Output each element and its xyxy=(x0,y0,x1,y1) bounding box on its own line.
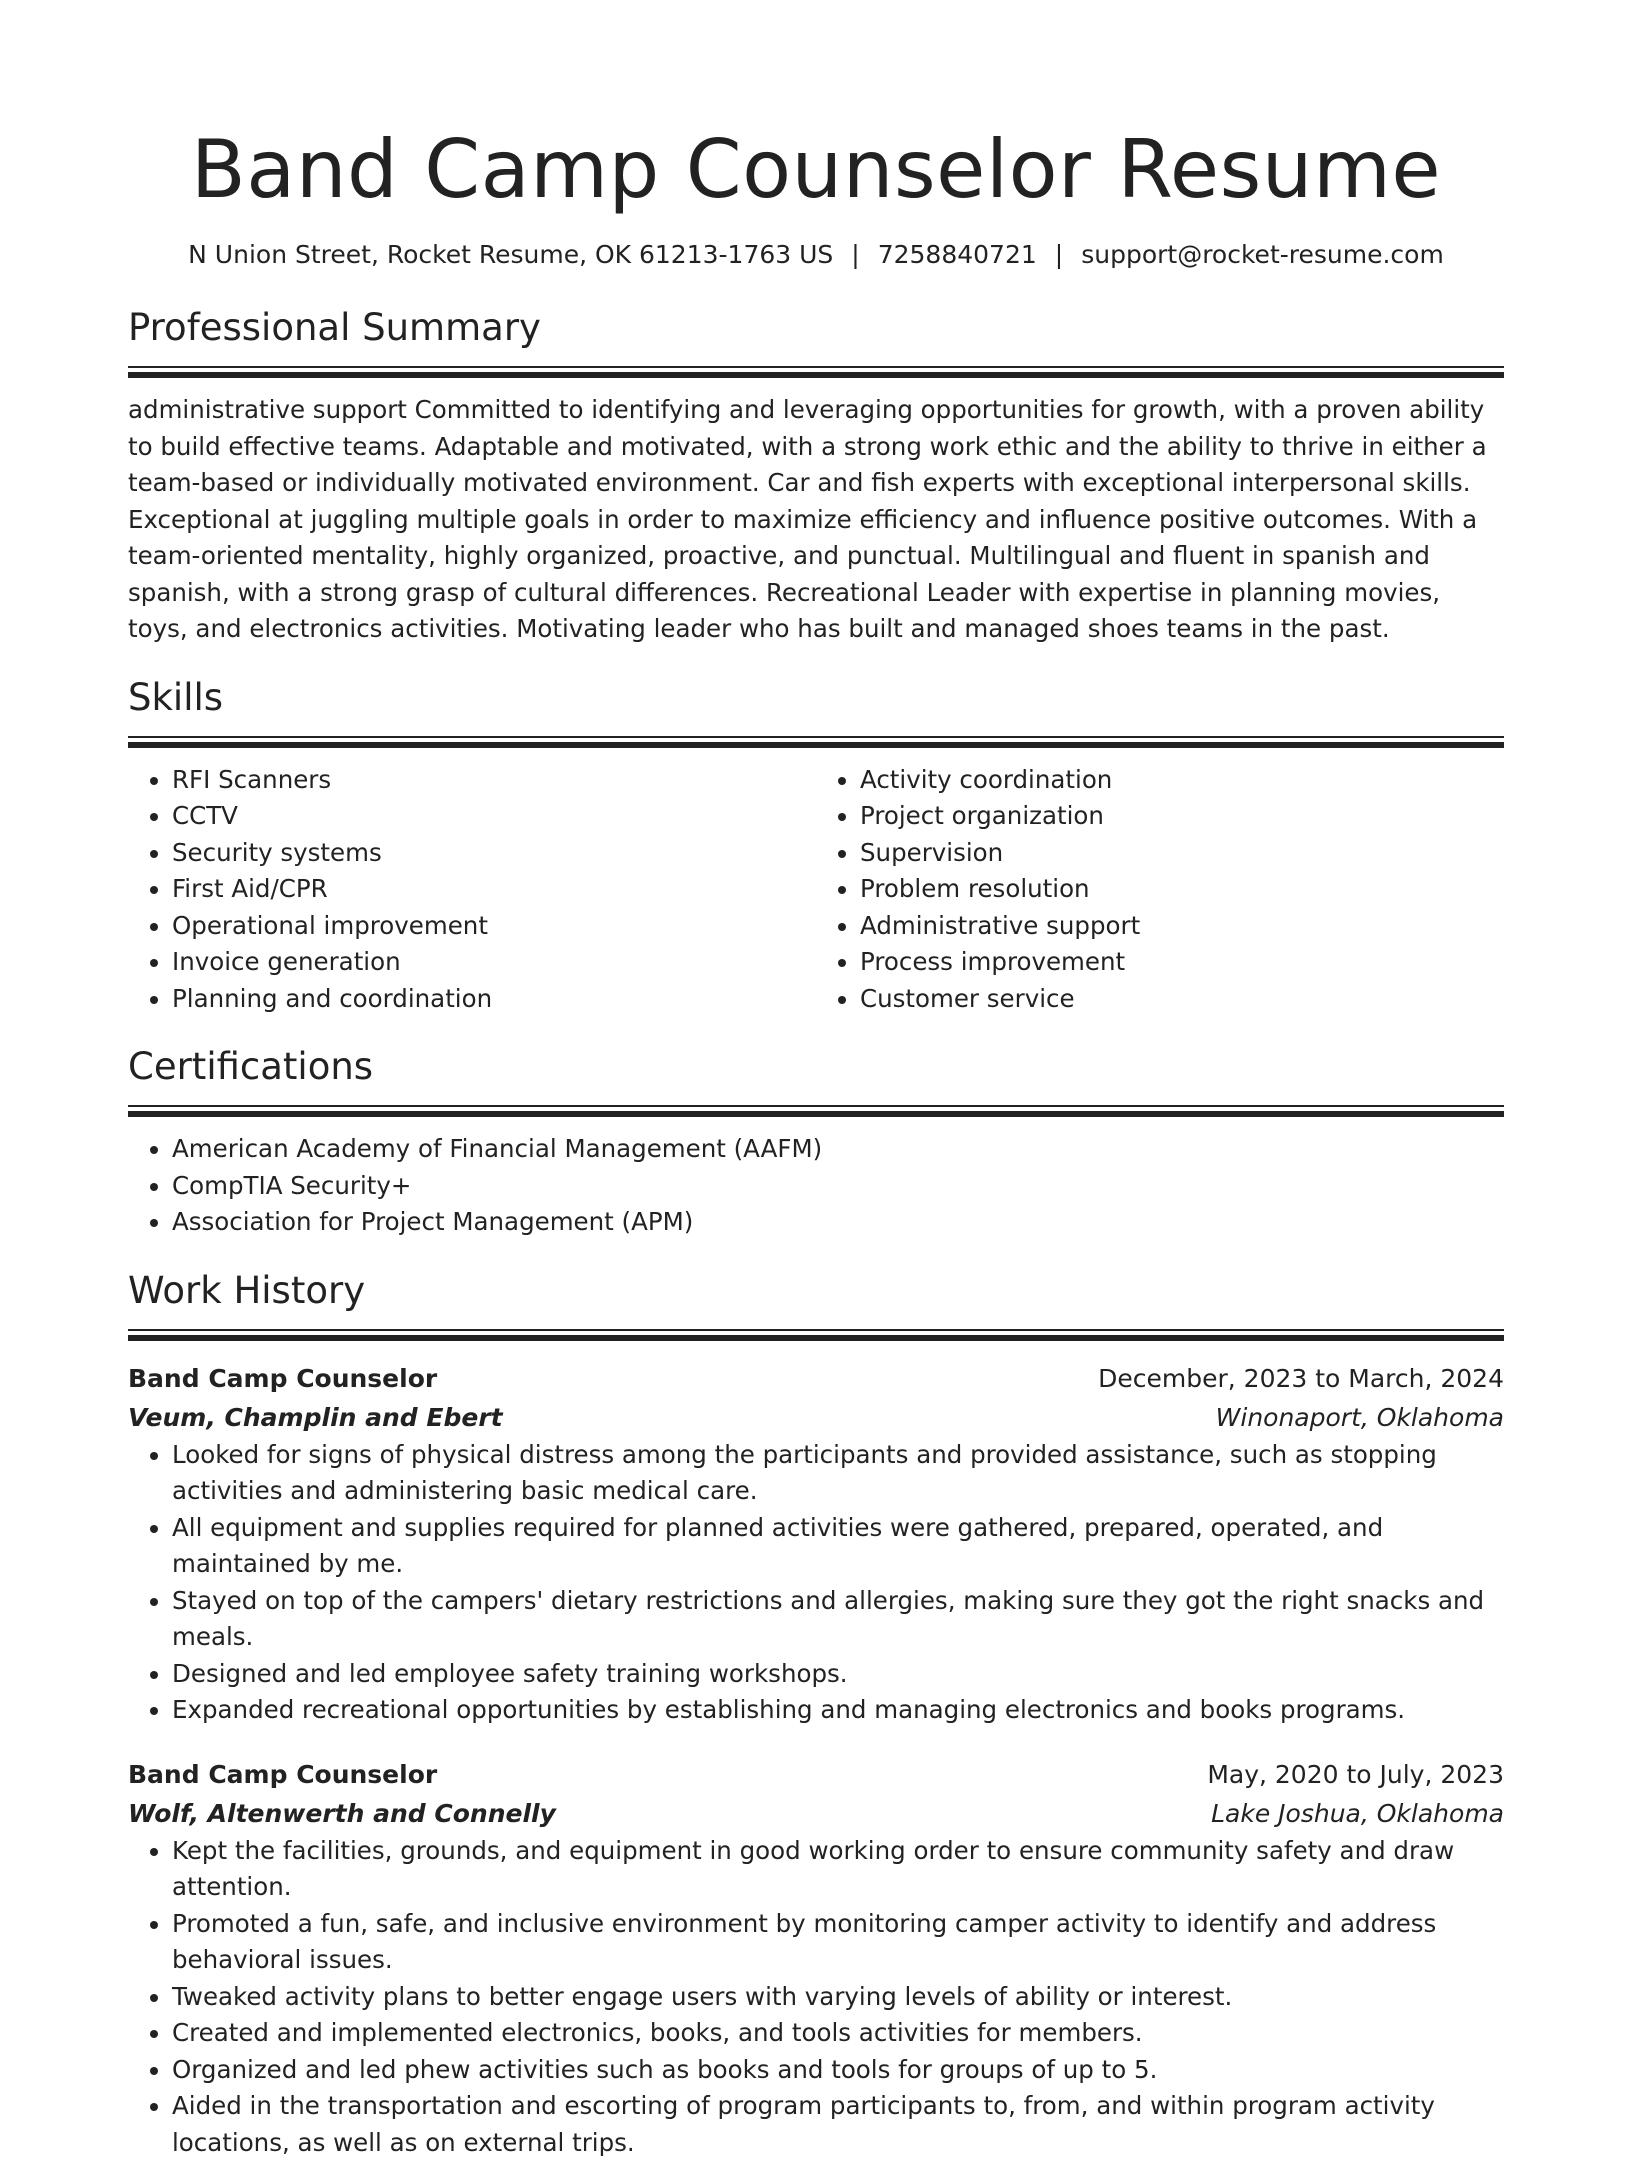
job-company: Veum, Champlin and Ebert xyxy=(128,1398,503,1437)
job-duty: • Tweaked activity plans to better engage users with varying levels of ability or interest. xyxy=(172,1979,1504,2016)
section-divider xyxy=(128,736,1504,748)
job-company: Wolf, Altenwerth and Connelly xyxy=(128,1794,556,1833)
contact-separator: | xyxy=(1055,238,1063,272)
job-duty: • Stayed on top of the campers' dietary restrictions and allergies, making sure they got the right snacks and meals. xyxy=(172,1583,1504,1656)
skill-item: • Security systems xyxy=(172,835,816,872)
contact-separator: | xyxy=(851,238,859,272)
skills-section xyxy=(128,674,1504,1018)
contact-address: N Union Street, Rocket Resume, OK 61213-1763 US xyxy=(188,240,833,269)
job-duty: • Kept the facilities, grounds, and equipment in good working order to ensure community safety and draw attention. xyxy=(172,1833,1504,1906)
skill-item: • Operational improvement xyxy=(172,908,816,945)
skill-item: • Project organization xyxy=(860,798,1504,835)
job-title: Band Camp Counselor xyxy=(128,1755,437,1794)
job-duty: • Looked for signs of physical distress among the participants and provided assistance, such as stopping activities and administering basic medical care. xyxy=(172,1437,1504,1510)
job-duty: • All equipment and supplies required for planned activities were gathered, prepared, operated, and maintained by me. xyxy=(172,1510,1504,1583)
job-header xyxy=(128,1755,1504,1794)
job-dates: May, 2020 to July, 2023 xyxy=(1207,1755,1504,1794)
job-entry xyxy=(128,1755,1504,2161)
job-duty: • Expanded recreational opportunities by establishing and managing electronics and books programs. xyxy=(172,1692,1504,1729)
work-history-heading: Work History xyxy=(128,1267,1504,1315)
summary-heading: Professional Summary xyxy=(128,304,1504,352)
summary-text: administrative support Committed to identifying and leveraging opportunities for growth, with a proven ability to build effective teams. Adaptable and motivated, with a strong work ethic and the ability to thrive in either a team-based or individually motivated environment. Car and fish experts with exceptional interpersonal skills. Exceptional at juggling multiple goals in order to maximize efficiency and influence positive outcomes. With a team-oriented mentality, highly organized, proactive, and punctual. Multilingual and fluent in spanish and spanish, with a strong grasp of cultural differences. Recreational Leader with expertise in planning movies, toys, and electronics activities. Motivating leader who has built and managed shoes teams in the past. xyxy=(128,392,1504,648)
job-dates: December, 2023 to March, 2024 xyxy=(1098,1359,1504,1398)
summary-section xyxy=(128,304,1504,648)
skill-item: • Process improvement xyxy=(860,944,1504,981)
certifications-list xyxy=(128,1131,1504,1241)
skill-item: • Supervision xyxy=(860,835,1504,872)
contact-email: support@rocket-resume.com xyxy=(1081,240,1444,269)
job-duty: • Organized and led phew activities such as books and tools for groups of up to 5. xyxy=(172,2052,1504,2089)
job-location: Lake Joshua, Oklahoma xyxy=(1211,1794,1504,1833)
skills-list-right xyxy=(816,762,1504,1018)
section-divider xyxy=(128,1105,1504,1117)
certification-item: • Association for Project Management (APM) xyxy=(172,1204,1504,1241)
resume-title: Band Camp Counselor Resume xyxy=(128,0,1504,220)
certifications-heading: Certifications xyxy=(128,1043,1504,1091)
job-duty: • Designed and led employee safety training workshops. xyxy=(172,1656,1504,1693)
job-duty: • Promoted a fun, safe, and inclusive environment by monitoring camper activity to identify and address behavioral issues. xyxy=(172,1906,1504,1979)
job-duty: • Aided in the transportation and escorting of program participants to, from, and within program activity locations, as well as on external trips. xyxy=(172,2088,1504,2161)
skill-item: • Activity coordination xyxy=(860,762,1504,799)
job-subheader xyxy=(128,1794,1504,1833)
skill-item: • Customer service xyxy=(860,981,1504,1018)
skill-item: • Problem resolution xyxy=(860,871,1504,908)
skill-item: • First Aid/CPR xyxy=(172,871,816,908)
contact-line xyxy=(128,238,1504,272)
work-history-section xyxy=(128,1267,1504,2161)
skills-heading: Skills xyxy=(128,674,1504,722)
resume-page xyxy=(128,0,1504,2161)
certification-item: • American Academy of Financial Management (AAFM) xyxy=(172,1131,1504,1168)
section-divider xyxy=(128,366,1504,378)
contact-phone: 7258840721 xyxy=(878,240,1037,269)
job-title: Band Camp Counselor xyxy=(128,1359,437,1398)
skills-list-left xyxy=(128,762,816,1018)
job-subheader xyxy=(128,1398,1504,1437)
certification-item: • CompTIA Security+ xyxy=(172,1168,1504,1205)
job-entry xyxy=(128,1359,1504,1729)
section-divider xyxy=(128,1329,1504,1341)
skill-item: • Invoice generation xyxy=(172,944,816,981)
certifications-section xyxy=(128,1043,1504,1241)
job-duty: • Created and implemented electronics, books, and tools activities for members. xyxy=(172,2015,1504,2052)
job-duties-list xyxy=(128,1437,1504,1729)
job-location: Winonaport, Oklahoma xyxy=(1216,1398,1504,1437)
job-header xyxy=(128,1359,1504,1398)
skill-item: • CCTV xyxy=(172,798,816,835)
skill-item: • RFI Scanners xyxy=(172,762,816,799)
skill-item: • Planning and coordination xyxy=(172,981,816,1018)
skill-item: • Administrative support xyxy=(860,908,1504,945)
skills-columns xyxy=(128,762,1504,1018)
